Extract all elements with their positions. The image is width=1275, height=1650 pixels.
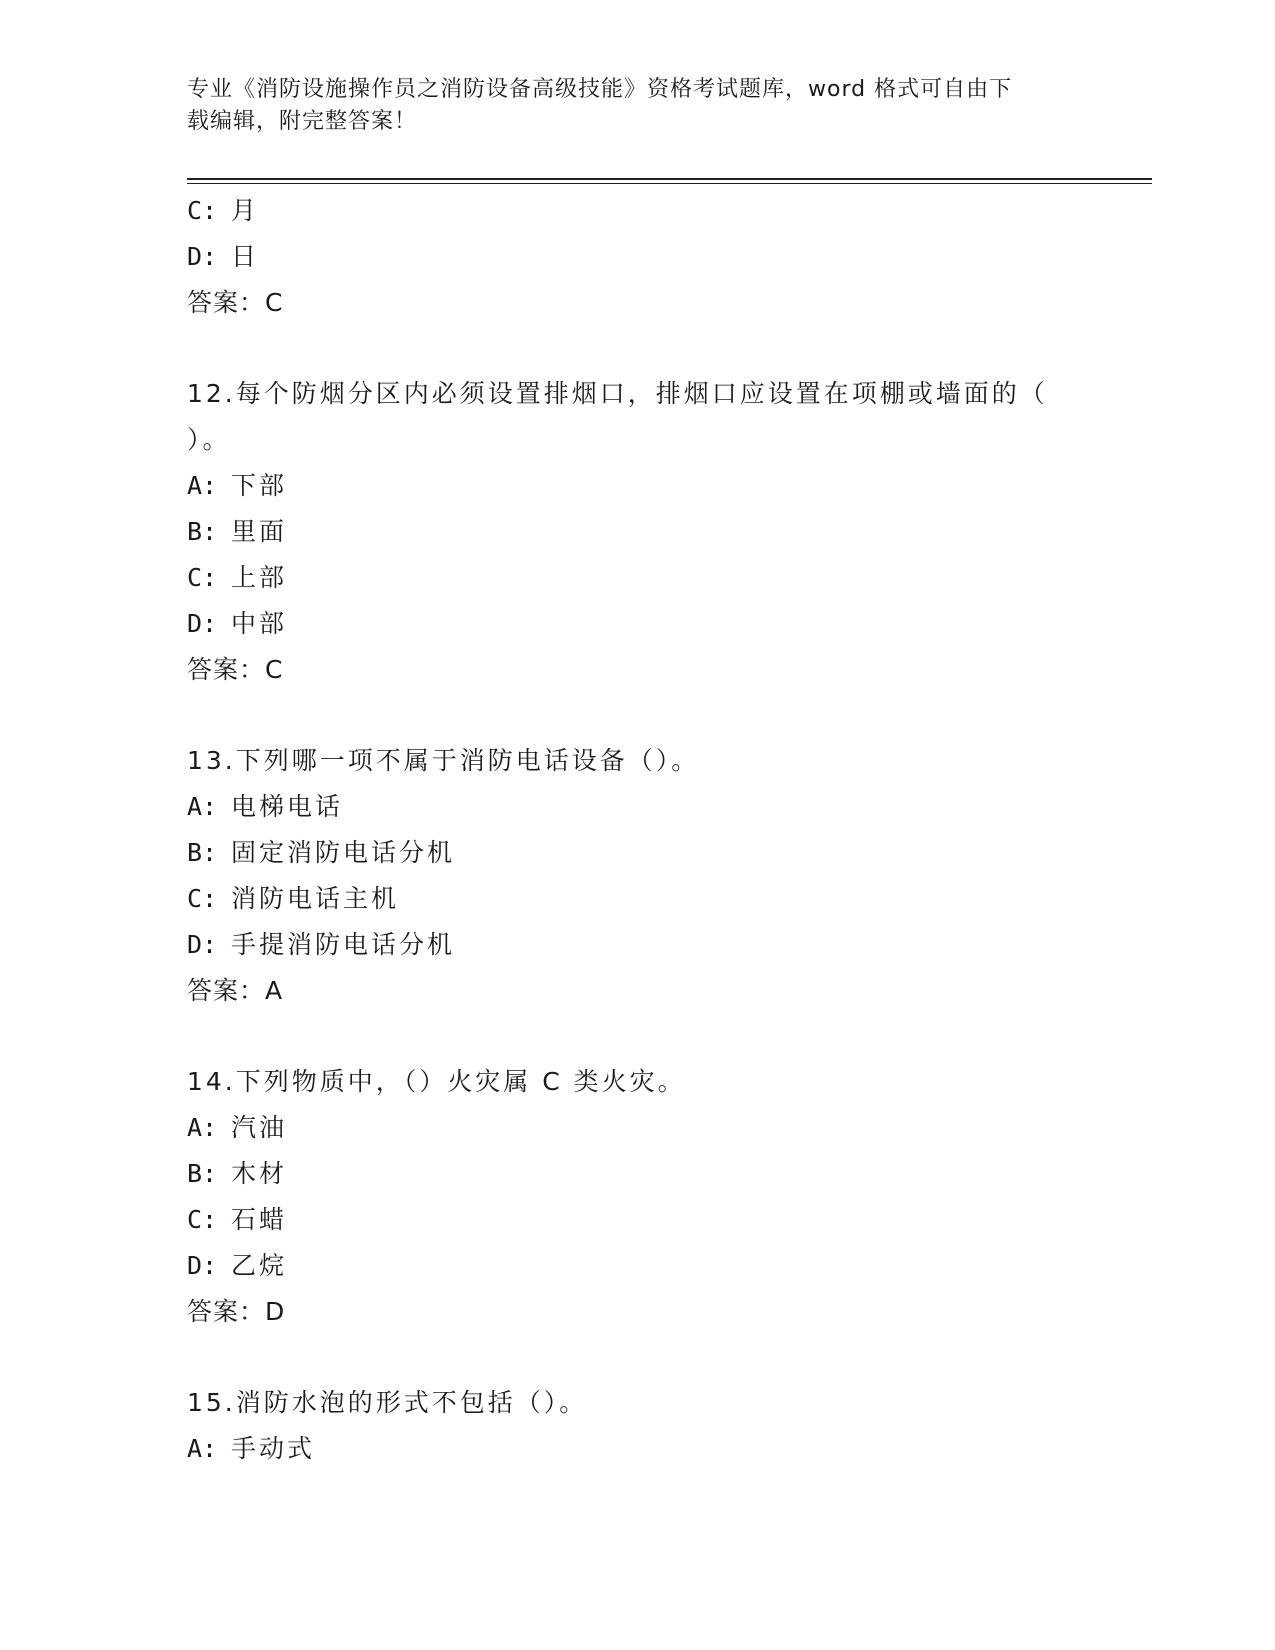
option-line bbox=[187, 1197, 1087, 1243]
option-key: B: bbox=[187, 517, 218, 546]
answer-line: 答案：D bbox=[187, 1297, 286, 1326]
answer-line: 答案：C bbox=[187, 655, 284, 684]
answer-line: 答案：C bbox=[187, 288, 284, 317]
option-line bbox=[187, 1151, 1087, 1197]
option-key: A: bbox=[187, 471, 218, 500]
option-text: 汽油 bbox=[231, 1113, 288, 1142]
option-key: D: bbox=[187, 242, 218, 271]
spacer bbox=[187, 693, 1087, 738]
spacer bbox=[187, 1014, 1087, 1059]
option-line bbox=[187, 1426, 1087, 1472]
option-line bbox=[187, 555, 1087, 601]
option-line bbox=[187, 188, 1087, 234]
header-rule-thick bbox=[187, 178, 1152, 180]
option-text: 手提消防电话分机 bbox=[231, 930, 456, 959]
option-text: 上部 bbox=[231, 563, 288, 592]
option-key: C: bbox=[187, 1205, 218, 1234]
option-text: 手动式 bbox=[231, 1434, 316, 1463]
option-text: 乙烷 bbox=[231, 1251, 288, 1280]
option-key: C: bbox=[187, 563, 218, 592]
option-key: C: bbox=[187, 884, 218, 913]
question-content bbox=[187, 188, 1087, 1472]
option-line bbox=[187, 784, 1087, 830]
option-line bbox=[187, 1243, 1087, 1289]
option-line bbox=[187, 1105, 1087, 1151]
option-text: 木材 bbox=[231, 1159, 288, 1188]
option-text: 月 bbox=[231, 196, 260, 225]
header-rule-thin bbox=[187, 183, 1152, 184]
option-line bbox=[187, 234, 1087, 280]
option-text: 日 bbox=[231, 242, 260, 271]
option-text: 电梯电话 bbox=[231, 792, 344, 821]
option-text: 中部 bbox=[231, 609, 288, 638]
option-text: 固定消防电话分机 bbox=[231, 838, 456, 867]
answer-line: 答案：A bbox=[187, 976, 284, 1005]
option-key: B: bbox=[187, 838, 218, 867]
option-line bbox=[187, 876, 1087, 922]
option-line bbox=[187, 830, 1087, 876]
option-text: 消防电话主机 bbox=[231, 884, 400, 913]
option-text: 下部 bbox=[231, 471, 288, 500]
spacer bbox=[187, 326, 1087, 371]
option-line bbox=[187, 463, 1087, 509]
header-line-1: 专业《消防设施操作员之消防设备高级技能》资格考试题库，word 格式可自由下 bbox=[187, 77, 1013, 102]
option-key: D: bbox=[187, 609, 218, 638]
spacer bbox=[187, 1335, 1087, 1380]
option-line bbox=[187, 922, 1087, 968]
option-key: A: bbox=[187, 792, 218, 821]
document-header bbox=[187, 74, 1067, 138]
header-line-2: 载编辑，附完整答案！ bbox=[187, 109, 418, 134]
option-text: 里面 bbox=[231, 517, 288, 546]
question-stem: 14.下列物质中，（）火灾属 C 类火灾。 bbox=[187, 1067, 686, 1096]
question-stem-continued: ）。 bbox=[187, 425, 231, 454]
option-key: A: bbox=[187, 1434, 218, 1463]
option-text: 石蜡 bbox=[231, 1205, 288, 1234]
question-stem: 12.每个防烟分区内必须设置排烟口，排烟口应设置在项棚或墙面的（ bbox=[187, 379, 1048, 408]
question-stem: 13.下列哪一项不属于消防电话设备（）。 bbox=[187, 746, 700, 775]
option-key: A: bbox=[187, 1113, 218, 1142]
option-line bbox=[187, 509, 1087, 555]
option-key: D: bbox=[187, 930, 218, 959]
option-key: D: bbox=[187, 1251, 218, 1280]
option-line bbox=[187, 601, 1087, 647]
question-stem: 15.消防水泡的形式不包括（）。 bbox=[187, 1388, 588, 1417]
option-key: B: bbox=[187, 1159, 218, 1188]
option-key: C: bbox=[187, 196, 218, 225]
